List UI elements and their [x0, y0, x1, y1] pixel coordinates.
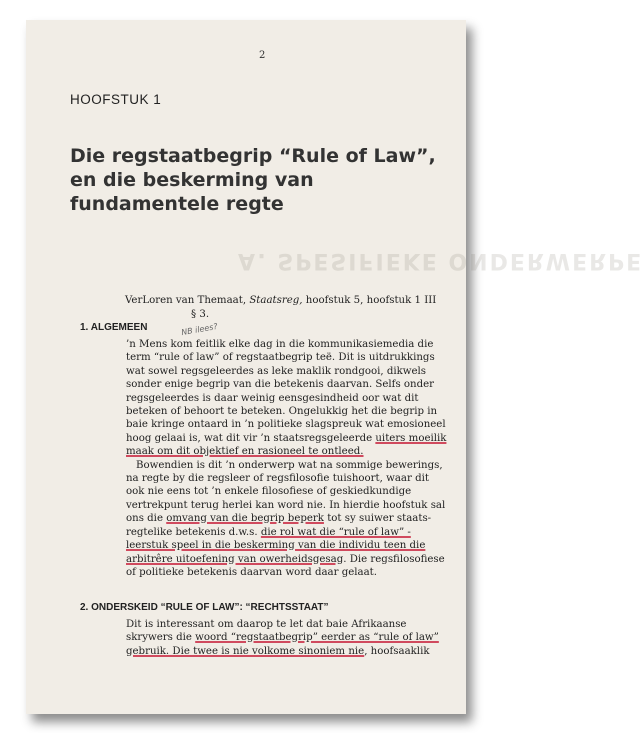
text-span: ons die: [126, 513, 167, 525]
text-line: Bowendien is dit ’n onderwerp wat na sommige bewerings,: [136, 459, 443, 471]
underlined-text: gebruik. Die twee is nie volkome sinoniem nie: [126, 645, 365, 657]
text-span: skrywers die: [126, 632, 196, 644]
section-1-body: [126, 338, 466, 579]
title-line: fundamentele regte: [70, 193, 284, 215]
text-line: ’n Mens kom feitlik elke dag in die kommunikasiemedia die: [126, 339, 434, 350]
underlined-text: omvang van die begrip beperk: [166, 513, 324, 525]
handwritten-note: NB ilees?: [180, 321, 219, 338]
text-line: regsgeleerdes is daar weinig eensgesindheid oor wat dit: [126, 392, 419, 404]
text-line: [126, 645, 466, 658]
text-line: ook nie eens tot ’n enkele filosofiese of geskiedkundige: [126, 486, 412, 498]
title-line: Die regstaatbegrip “Rule of Law”,: [70, 145, 436, 167]
underlined-line: leerstuk speel in die beskerming van die individu teen die: [126, 540, 426, 552]
text-span: tot sy suiwer staats-: [323, 513, 432, 525]
text-line: wat sowel regsgeleerdes as leke maklik rondgooi, dikwels: [126, 365, 427, 377]
reference: [125, 294, 465, 322]
reference-section: § 3.: [191, 309, 210, 320]
section-heading-1: 1. ALGEMEEN: [80, 322, 148, 333]
text-line: [126, 631, 466, 644]
text-line: [126, 526, 466, 539]
underlined-text: woord “regstaatbegrip” eerder as “rule of law”: [195, 632, 439, 644]
reference-work: Staatsreg,: [249, 295, 303, 306]
reference-rest: hoofstuk 5, hoofstuk 1 III: [305, 295, 437, 306]
text-line: sonder enige begrip van die betekenis daarvan. Selfs onder: [126, 379, 435, 391]
text-span: hoog gelaai is, wat dit vir ’n staatsregsgeleerde: [126, 432, 376, 444]
text-line: of politieke betekenis daarvan word daar gelaat.: [126, 566, 378, 578]
text-line: [126, 432, 466, 445]
text-line: na regte by die regsleer of regsfilosofie tuishoort, waar dit: [126, 473, 429, 485]
text-line: beteken of behoort te beteken. Ongelukkig het die begrip in: [126, 406, 438, 418]
page-number: 2: [259, 50, 266, 61]
chapter-title: [70, 144, 470, 216]
document-page: [26, 20, 643, 714]
underlined-line: maak om dit objektief en rasioneel te ontleed.: [126, 446, 364, 458]
text-line: term “rule of law” of regstaatbegrip teë. Dit is uitdrukkings: [126, 352, 435, 364]
section-2-body: [126, 618, 466, 658]
text-line: [126, 553, 466, 566]
text-line: baie kringe ontaard in ’n politieke slagspreuk wat emosioneel: [126, 419, 446, 431]
underlined-text: die rol wat die “rule of law” -: [260, 526, 411, 538]
title-line: en die beskerming van: [70, 169, 314, 191]
reference-author: VerLoren van Themaat,: [125, 295, 247, 306]
text-line: [126, 512, 466, 525]
chapter-label: HOOFSTUK 1: [70, 92, 162, 107]
text-span: regtelike betekenis d.w.s.: [126, 526, 261, 538]
text-line: vertrekpunt terug herlei kan word nie. In hierdie hoofstuk sal: [126, 499, 446, 511]
underlined-text: arbitrêre uitoefening van owerheidsgesag: [126, 553, 344, 565]
text-line: Dit is interessant om daarop te let dat baie Afrikaanse: [126, 619, 407, 630]
underlined-text: uiters moeilik: [375, 432, 447, 444]
text-span: . Die regsfilosofiese: [343, 553, 445, 565]
bleed-through-text: A. SPESIFIEKE ONDERWERPE: [238, 248, 643, 273]
section-heading-2: 2. ONDERSKEID “RULE OF LAW”: “RECHTSSTAAT”: [80, 602, 329, 613]
text-span: , hoofsaaklik: [364, 645, 430, 657]
